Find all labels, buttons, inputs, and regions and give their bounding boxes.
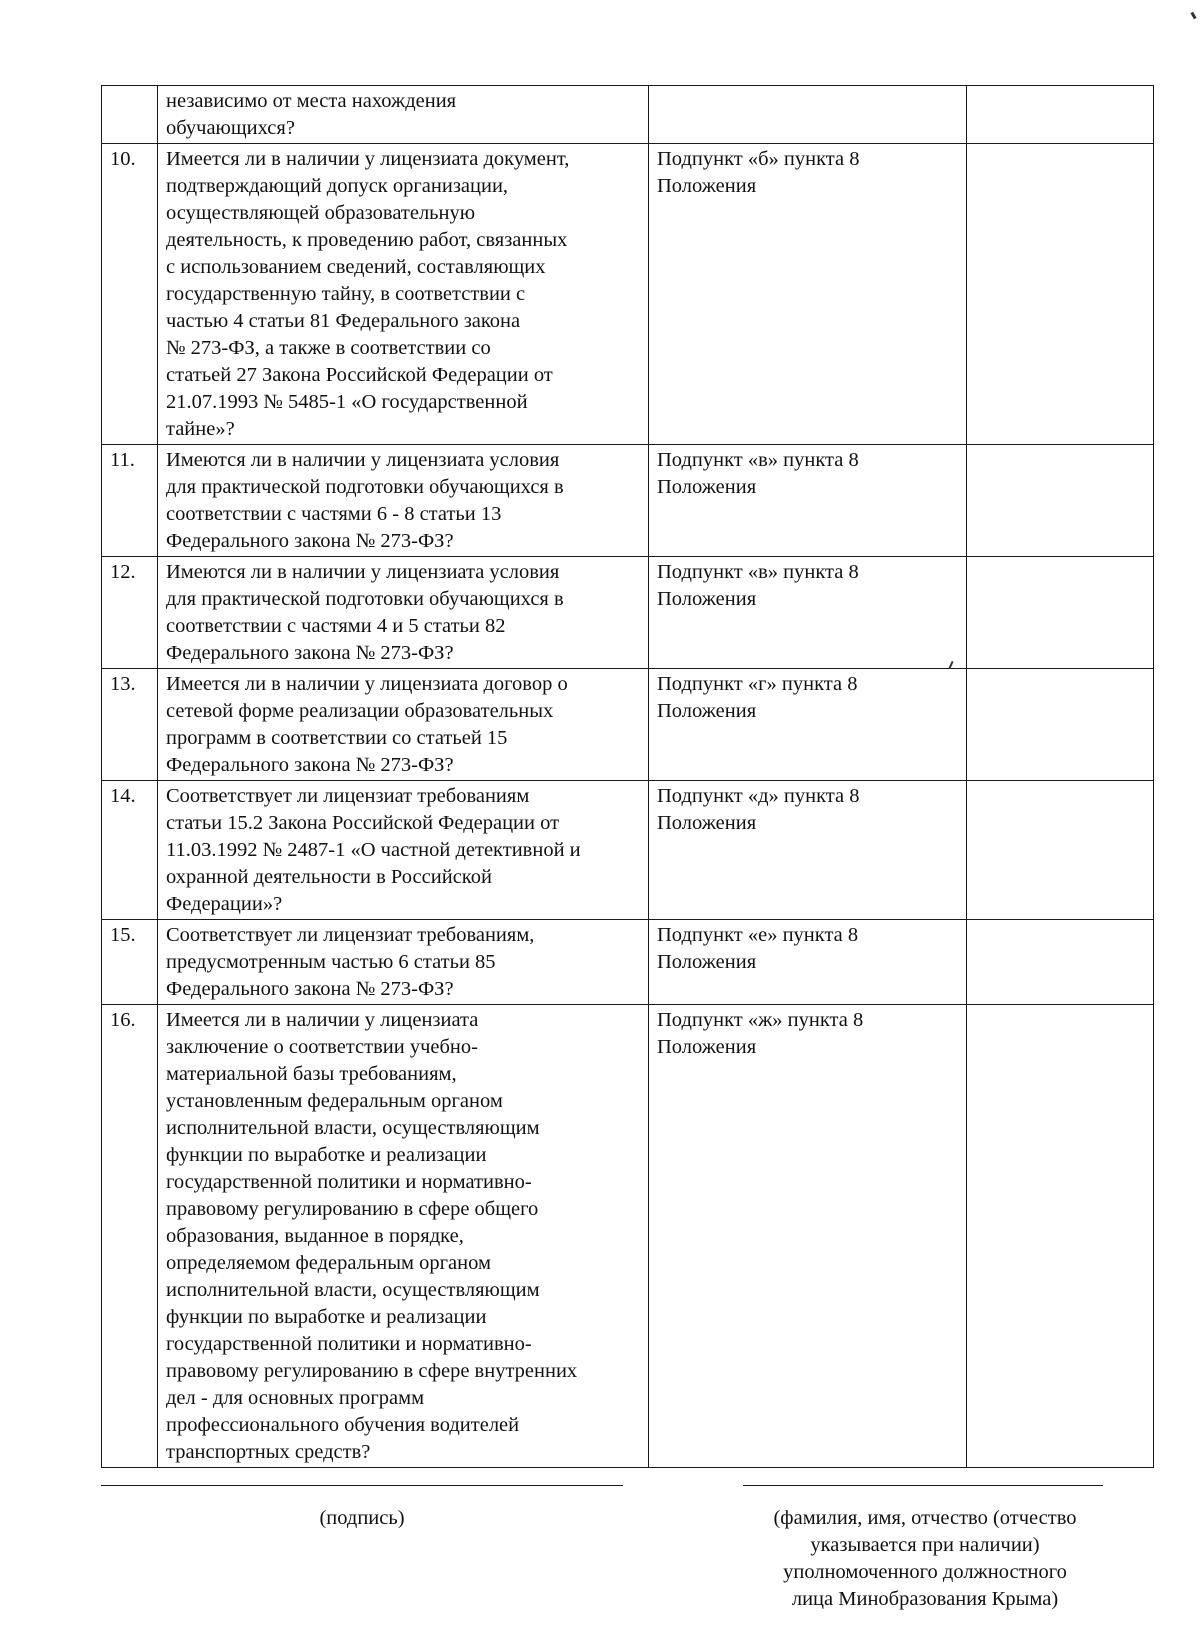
scan-mark (1190, 12, 1196, 20)
row-number (102, 445, 158, 557)
row-number (102, 1005, 158, 1468)
question-cell-text: независимо от места нахождения обучающихся? (166, 90, 457, 139)
row-number-text: 14. (110, 785, 136, 807)
row-number-text: 15. (110, 924, 136, 946)
row-number-text: 16. (110, 1009, 136, 1031)
reference-cell (649, 669, 967, 781)
row-number (102, 86, 158, 144)
reference-cell-text: Подпункт «е» пункта 8 Положения (657, 924, 859, 973)
question-cell (158, 920, 649, 1005)
row-number (102, 557, 158, 669)
table-row (102, 445, 1154, 557)
row-number (102, 669, 158, 781)
question-cell (158, 781, 649, 920)
row-number-text: 10. (110, 148, 136, 170)
reference-cell (649, 920, 967, 1005)
reference-cell (649, 781, 967, 920)
question-cell (158, 669, 649, 781)
checklist-rows (102, 86, 1154, 1468)
mark-cell (967, 781, 1154, 920)
question-cell-text: Имеются ли в наличии у лицензиата условия для практической подготовки обучающихся в соответствии с частями 4 и 5 статьи 82 Федерального закона № 273-ФЗ? (166, 561, 564, 664)
question-cell-text: Имеется ли в наличии у лицензиата документ, подтверждающий допуск организации, осуществляющей образовательную деятельность, к проведению работ, связанных с использованием сведений, составляющих государственную тайну, в соответствии с частью 4 статьи 81 Федерального закона № 273-ФЗ, а также в соответствии со статьей 27 Закона Российской Федерации от 21.07.1993 № 5485-1 «О государственной тайне»? (166, 148, 570, 440)
reference-cell-text: Подпункт «д» пункта 8 Положения (657, 785, 860, 834)
reference-cell (649, 144, 967, 445)
row-number (102, 920, 158, 1005)
mark-cell (967, 445, 1154, 557)
reference-cell (649, 557, 967, 669)
name-line (743, 1485, 1103, 1486)
mark-cell (967, 144, 1154, 445)
question-cell (158, 557, 649, 669)
reference-cell-text: Подпункт «в» пункта 8 Положения (657, 449, 859, 498)
mark-cell (967, 1005, 1154, 1468)
table-row (102, 144, 1154, 445)
row-number-text: 13. (110, 673, 136, 695)
reference-cell (649, 445, 967, 557)
table-row (102, 1005, 1154, 1468)
table-row (102, 781, 1154, 920)
question-cell (158, 1005, 649, 1468)
reference-cell-text: Подпункт «в» пункта 8 Положения (657, 561, 859, 610)
question-cell-text: Соответствует ли лицензиат требованиям статьи 15.2 Закона Российской Федерации от 11.03.1992 № 2487-1 «О частной детективной и охранной деятельности в Российской Федерации»? (166, 785, 581, 915)
question-cell (158, 144, 649, 445)
question-cell-text: Имеется ли в наличии у лицензиата договор о сетевой форме реализации образовательных программ в соответствии со статьей 15 Федерального закона № 273-ФЗ? (166, 673, 568, 776)
question-cell (158, 445, 649, 557)
signature-line (101, 1485, 623, 1486)
row-number (102, 144, 158, 445)
reference-cell (649, 1005, 967, 1468)
question-cell (158, 86, 649, 144)
question-cell-text: Имеется ли в наличии у лицензиата заключение о соответствии учебно- материальной базы требованиям, установленным федеральным органом исполнительной власти, осуществляющим функции по выработке и реализации государственной политики и нормативно- правовому регулированию в сфере общего образования, выданное в порядке, определяемом федеральным органом исполнительной власти, осуществляющим функции по выработке и реализации государственной политики и нормативно- правовому регулированию в сфере внутренних дел - для основных программ профессионального обучения водителей транспортных средств? (166, 1009, 578, 1463)
row-number-text: 12. (110, 561, 136, 583)
signature-caption: (подпись) (319, 1507, 405, 1529)
row-number-text: 11. (110, 449, 135, 471)
table-row (102, 557, 1154, 669)
name-caption: (фамилия, имя, отчество (отчество указывается при наличии) уполномоченного должностного лица Минобразования Крыма) (773, 1507, 1077, 1610)
table-row (102, 920, 1154, 1005)
mark-cell (967, 86, 1154, 144)
mark-cell (967, 557, 1154, 669)
mark-cell (967, 920, 1154, 1005)
reference-cell-text: Подпункт «ж» пункта 8 Положения (657, 1009, 864, 1058)
mark-cell (967, 669, 1154, 781)
reference-cell-text: Подпункт «б» пункта 8 Положения (657, 148, 860, 197)
question-cell-text: Имеются ли в наличии у лицензиата условия для практической подготовки обучающихся в соответствии с частями 6 - 8 статьи 13 Федерального закона № 273-ФЗ? (166, 449, 564, 552)
reference-cell (649, 86, 967, 144)
row-number (102, 781, 158, 920)
table-row (102, 669, 1154, 781)
table-row (102, 86, 1154, 144)
question-cell-text: Соответствует ли лицензиат требованиям, предусмотренным частью 6 статьи 85 Федерального закона № 273-ФЗ? (166, 924, 535, 1000)
checklist-table (101, 85, 1154, 1468)
reference-cell-text: Подпункт «г» пункта 8 Положения (657, 673, 858, 722)
